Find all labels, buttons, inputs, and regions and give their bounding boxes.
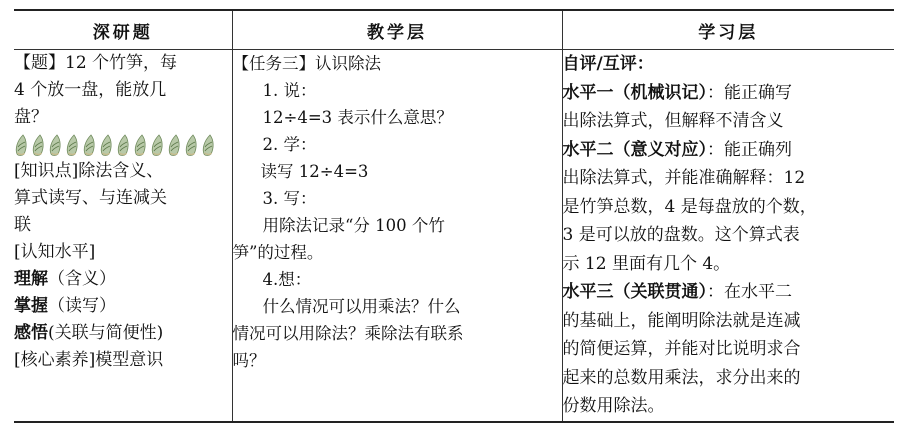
level-text: 示 12 里面有几个 4。 <box>562 253 731 274</box>
content-row <box>14 50 894 422</box>
header-learning: 学习层 <box>562 10 894 50</box>
level-term: 掌握 <box>14 296 48 316</box>
research-cell <box>14 50 232 422</box>
level-text: 出除法算式，但解释不清含义 <box>562 111 784 131</box>
bamboo-shoot-icon <box>14 134 28 156</box>
level-text: 是竹笋总数，4 是每盘放的个数， <box>562 196 817 217</box>
learning-cell <box>562 50 894 422</box>
knowledge-line: 联 <box>14 215 31 235</box>
bamboo-shoot-icon <box>133 134 147 156</box>
bamboo-shoot-icon <box>65 134 79 156</box>
knowledge-line: [知识点]除法含义、 <box>14 161 164 181</box>
step-label: 2. 学： <box>262 135 317 154</box>
level-text: 份数用除法。 <box>562 396 665 416</box>
header-teaching: 教学层 <box>232 10 562 50</box>
level-term: 理解 <box>14 269 48 289</box>
level-one-title: 水平一（机械识记） <box>562 82 707 103</box>
bamboo-shoot-icon <box>31 134 45 156</box>
bamboo-shoot-icon <box>99 134 113 156</box>
level-text: 3 是可以放的盘数。这个算式表 <box>562 225 800 245</box>
level-text: 起来的总数用乘法，求分出来的 <box>562 367 801 388</box>
step-content: 用除法记录“分 100 个竹 <box>262 216 445 235</box>
level-text: 的基础上，能阐明除法就是连减 <box>562 310 801 331</box>
cognition-label: [认知水平] <box>14 242 96 262</box>
problem-line: 【题】12 个竹笋，每 <box>14 53 178 73</box>
level-perceive <box>14 320 232 347</box>
level-detail: （含义） <box>48 269 116 289</box>
level-two-title: 水平二（意义对应） <box>562 139 707 160</box>
level-three-title: 水平三（关联贯通） <box>562 282 707 302</box>
step-content: 情况可以用除法？乘除法有联系 <box>232 324 464 343</box>
bamboo-shoot-icon <box>150 134 164 156</box>
level-understand <box>14 266 232 293</box>
lesson-table <box>14 9 894 423</box>
header-row <box>14 10 894 50</box>
core-literacy: [核心素养]模型意识 <box>14 350 164 370</box>
header-research: 深研题 <box>14 10 232 50</box>
bamboo-shoot-icon <box>48 134 62 156</box>
step-label: 3. 写： <box>262 189 317 208</box>
bamboo-shoot-icon <box>184 134 198 156</box>
step-content: 12÷4=3 表示什么意思？ <box>262 108 453 127</box>
level-text: 出除法算式，并能准确解释：12 <box>562 168 806 188</box>
level-master <box>14 293 232 320</box>
bamboo-shoot-icon <box>167 134 181 156</box>
level-text: ：在水平二 <box>707 282 792 302</box>
task-title: 【任务三】认识除法 <box>232 54 381 73</box>
step-content: 笋”的过程。 <box>232 243 324 262</box>
step-content: 吗？ <box>232 351 266 370</box>
step-content: 什么情况可以用乘法？什么 <box>262 297 461 316</box>
step-label: 1. 说： <box>262 81 317 100</box>
level-three-line <box>563 278 895 307</box>
level-term: 感悟 <box>14 323 48 343</box>
knowledge-line: 算式读写、与连减关 <box>14 188 167 208</box>
bamboo-shoot-icon <box>116 134 130 156</box>
level-text: ：能正确列 <box>707 139 792 160</box>
step-content: 读写 12÷4=3 <box>260 162 369 181</box>
level-two-line <box>563 136 895 165</box>
level-detail: (关联与简便性) <box>48 323 164 343</box>
bamboo-shoot-row <box>14 133 232 157</box>
step-label: 4.想： <box>262 270 312 289</box>
problem-line: 盘？ <box>14 107 48 127</box>
bamboo-shoot-icon <box>201 134 215 156</box>
bamboo-shoot-icon <box>82 134 96 156</box>
problem-line: 4 个放一盘，能放几 <box>14 80 167 100</box>
teaching-cell <box>232 50 562 422</box>
level-detail: （读写） <box>48 296 116 316</box>
learning-heading: 自评/互评： <box>562 54 654 74</box>
level-one-line <box>563 79 895 108</box>
level-text: ：能正确写 <box>707 82 792 103</box>
level-text: 的简便运算，并能对比说明求合 <box>562 339 801 359</box>
